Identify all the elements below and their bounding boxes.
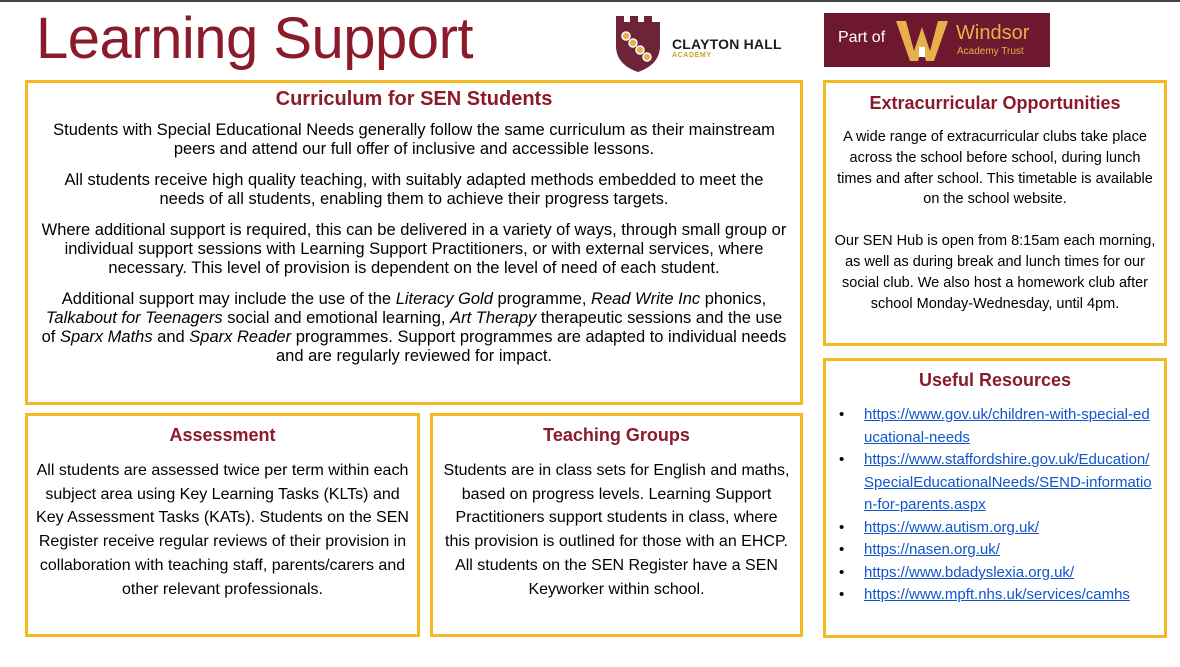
list-item [834, 584, 1156, 607]
extracurricular-paragraph-2: Our SEN Hub is open from 8:15am each morning, as well as during break and lunch times for our social club. We also host a homework club after school Monday-Wednesday, until 4pm. [834, 233, 1156, 312]
resource-link-nasen[interactable]: https://nasen.org.uk/ [864, 541, 1000, 558]
school-name: CLAYTON HALL [672, 36, 782, 52]
extracurricular-paragraph-1: A wide range of extracurricular clubs take place across the school before school, during lunch times and after school. This timetable is available on the school website. [837, 129, 1153, 208]
school-crest-icon [612, 14, 664, 74]
text-run: programmes. Support programmes are adapted to individual needs and are regularly reviewed for impact. [275, 328, 787, 365]
list-item [834, 404, 1156, 449]
windsor-w-logo-icon [894, 17, 950, 63]
curriculum-paragraph-2: All students receive high quality teaching, with suitably adapted methods embedded to meet the needs of all students, enabling them to achieve their progress targets. [64, 171, 764, 208]
teaching-groups-panel [430, 413, 803, 637]
list-item [834, 517, 1156, 540]
top-border-line [0, 0, 1180, 2]
assessment-panel [25, 413, 420, 637]
programme-name: Talkabout for Teenagers [45, 309, 223, 327]
curriculum-paragraph-4 [40, 290, 788, 366]
programme-name: Sparx Maths [59, 328, 153, 346]
clayton-hall-logo [612, 14, 802, 74]
curriculum-heading: Curriculum for SEN Students [275, 88, 553, 110]
extracurricular-panel [823, 80, 1167, 346]
trust-prefix: Part of [838, 29, 886, 46]
extracurricular-heading: Extracurricular Opportunities [869, 93, 1121, 113]
list-item [834, 562, 1156, 585]
resource-link-bda[interactable]: https://www.bdadyslexia.org.uk/ [864, 563, 1075, 581]
text-run: and [152, 328, 190, 346]
teaching-body-1: Students are in class sets for English and maths, based on progress levels. Learning Support Practitioners support students in class, where this provision is outlined for those with an EHCP. [443, 462, 790, 551]
teaching-heading: Teaching Groups [543, 425, 690, 445]
programme-name: Sparx Reader [189, 328, 292, 346]
curriculum-paragraph-1: Students with Special Educational Needs generally follow the same curriculum as their mainstream peers and attend our full offer of inclusive and accessible lessons. [53, 121, 775, 158]
assessment-body: All students are assessed twice per term within each subject area using Key Learning Tasks (KLTs) and Key Assessment Tasks (KATs). Students on the SEN Register receive regular reviews of their provision in collaboration with teaching staff, parents/carers and other relevant professionals. [36, 462, 409, 598]
text-run: programme, [492, 290, 592, 308]
programme-name: Literacy Gold [395, 290, 493, 308]
resources-panel [823, 358, 1167, 638]
programme-name: Read Write Inc [591, 290, 701, 308]
resource-link-autism[interactable]: https://www.autism.org.uk/ [864, 518, 1040, 536]
resource-link-camhs[interactable]: https://www.mpft.nhs.uk/services/camhs [864, 586, 1130, 603]
list-item [834, 449, 1156, 517]
trust-name: Windsor [956, 22, 1030, 44]
teaching-body-2: All students on the SEN Register have a SEN Keyworker within school. [455, 556, 778, 598]
school-subtitle: ACADEMY [672, 52, 712, 59]
resource-link-gov-sen[interactable]: https://www.gov.uk/children-with-special-educational-needs [864, 406, 1150, 446]
programme-name: Art Therapy [450, 309, 537, 327]
assessment-heading: Assessment [169, 425, 276, 445]
page-title: Learning Support [36, 6, 473, 71]
trust-subtitle: Academy Trust [957, 46, 1024, 57]
text-run: therapeutic sessions and the use of [41, 309, 783, 346]
text-run: Additional support may include the use of the [61, 290, 396, 308]
text-run: social and emotional learning, [222, 309, 451, 327]
list-item [834, 539, 1156, 562]
resources-heading: Useful Resources [918, 370, 1072, 390]
curriculum-panel [25, 80, 803, 405]
resources-list [834, 404, 1156, 607]
resource-link-staffordshire[interactable]: https://www.staffordshire.gov.uk/Education/SpecialEducationalNeeds/SEND-information-for-parents.aspx [864, 451, 1152, 513]
curriculum-paragraph-3: Where additional support is required, this can be delivered in a variety of ways, through small group or individual support sessions with Learning Support Practitioners, or with external services, where necessary. This level of provision is dependent on the level of need of each student. [41, 221, 787, 277]
windsor-trust-badge [824, 13, 1050, 67]
text-run: phonics, [700, 290, 767, 308]
